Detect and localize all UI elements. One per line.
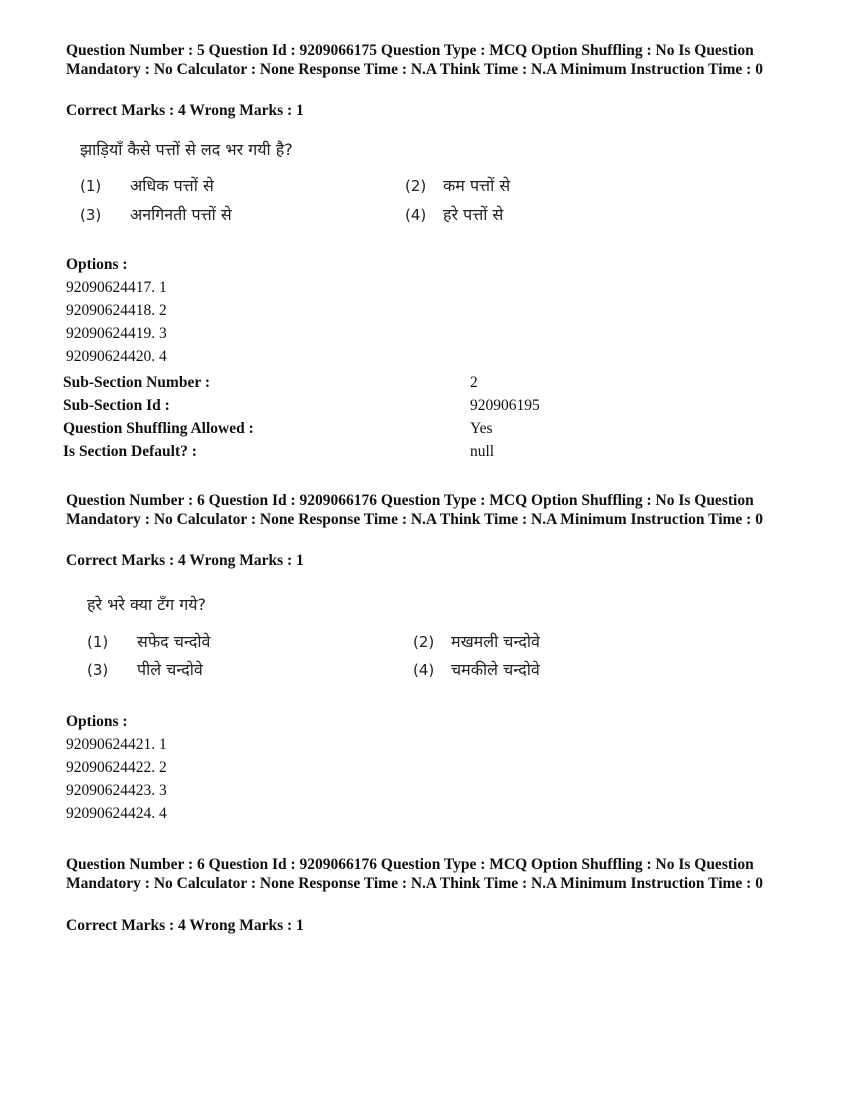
field-value: null bbox=[470, 443, 495, 460]
option-id: 92090624421. 1 bbox=[66, 736, 167, 753]
question-marks: Correct Marks : 4 Wrong Marks : 1 bbox=[66, 102, 304, 119]
option-id: 92090624423. 3 bbox=[66, 782, 167, 799]
question-text: झाड़ियाँ कैसे पत्तों से लद भर गयी है? bbox=[80, 140, 293, 159]
field-label: Question Shuffling Allowed : bbox=[63, 420, 254, 437]
choice-2 bbox=[405, 174, 510, 196]
choice-text: कम पत्तों से bbox=[443, 176, 511, 195]
option-id: 92090624418. 2 bbox=[66, 302, 167, 319]
options-label: Options : bbox=[66, 713, 128, 730]
choice-text: पीले चन्दोवे bbox=[137, 660, 203, 679]
field-label: Sub-Section Number : bbox=[63, 374, 210, 391]
question-meta: Question Number : 5 Question Id : 9209066175 Question Type : MCQ Option Shuffling : No Is Question Mandatory : No Calculator : None Response Time : N.A Think Time : N.A Minimum Instruction Time : 0 bbox=[66, 42, 763, 78]
options-label: Options : bbox=[66, 256, 128, 273]
subsection-id-row bbox=[63, 397, 663, 415]
option-id: 92090624420. 4 bbox=[66, 348, 167, 365]
option-id: 92090624417. 1 bbox=[66, 279, 167, 296]
question-text: हरे भरे क्या टँग गये? bbox=[87, 595, 207, 614]
section-default-row bbox=[63, 443, 663, 461]
choice-number: (4) bbox=[405, 206, 427, 224]
choice-text: चमकीले चन्दोवे bbox=[451, 660, 540, 679]
choice-text: अनगिनती पत्तों से bbox=[130, 205, 232, 224]
choice-1 bbox=[87, 630, 210, 652]
question-meta: Question Number : 6 Question Id : 9209066176 Question Type : MCQ Option Shuffling : No Is Question Mandatory : No Calculator : None Response Time : N.A Think Time : N.A Minimum Instruction Time : 0 bbox=[66, 856, 763, 892]
field-value: Yes bbox=[470, 420, 493, 437]
option-id: 92090624419. 3 bbox=[66, 325, 167, 342]
choice-text: सफेद चन्दोवे bbox=[137, 632, 211, 651]
choice-number: (4) bbox=[413, 661, 435, 679]
choice-text: अधिक पत्तों से bbox=[130, 176, 214, 195]
option-id: 92090624422. 2 bbox=[66, 759, 167, 776]
field-label: Is Section Default? : bbox=[63, 443, 197, 460]
choice-text: मखमली चन्दोवे bbox=[451, 632, 540, 651]
subsection-number-row bbox=[63, 374, 663, 392]
choice-number: (1) bbox=[80, 177, 102, 195]
choice-2 bbox=[413, 630, 540, 652]
choice-number: (3) bbox=[80, 206, 102, 224]
choice-number: (2) bbox=[405, 177, 427, 195]
choice-3 bbox=[87, 658, 203, 680]
question-marks: Correct Marks : 4 Wrong Marks : 1 bbox=[66, 917, 304, 934]
choice-4 bbox=[405, 203, 503, 225]
option-id: 92090624424. 4 bbox=[66, 805, 167, 822]
choice-3 bbox=[80, 203, 232, 225]
choice-number: (1) bbox=[87, 633, 109, 651]
choice-number: (3) bbox=[87, 661, 109, 679]
question-marks: Correct Marks : 4 Wrong Marks : 1 bbox=[66, 552, 304, 569]
choice-1 bbox=[80, 174, 214, 196]
choice-text: हरे पत्तों से bbox=[443, 205, 504, 224]
question-shuffling-row bbox=[63, 420, 663, 438]
field-value: 920906195 bbox=[470, 397, 540, 414]
choice-number: (2) bbox=[413, 633, 435, 651]
question-meta: Question Number : 6 Question Id : 9209066176 Question Type : MCQ Option Shuffling : No Is Question Mandatory : No Calculator : None Response Time : N.A Think Time : N.A Minimum Instruction Time : 0 bbox=[66, 492, 763, 528]
field-label: Sub-Section Id : bbox=[63, 397, 170, 414]
field-value: 2 bbox=[470, 374, 478, 391]
choice-4 bbox=[413, 658, 540, 680]
